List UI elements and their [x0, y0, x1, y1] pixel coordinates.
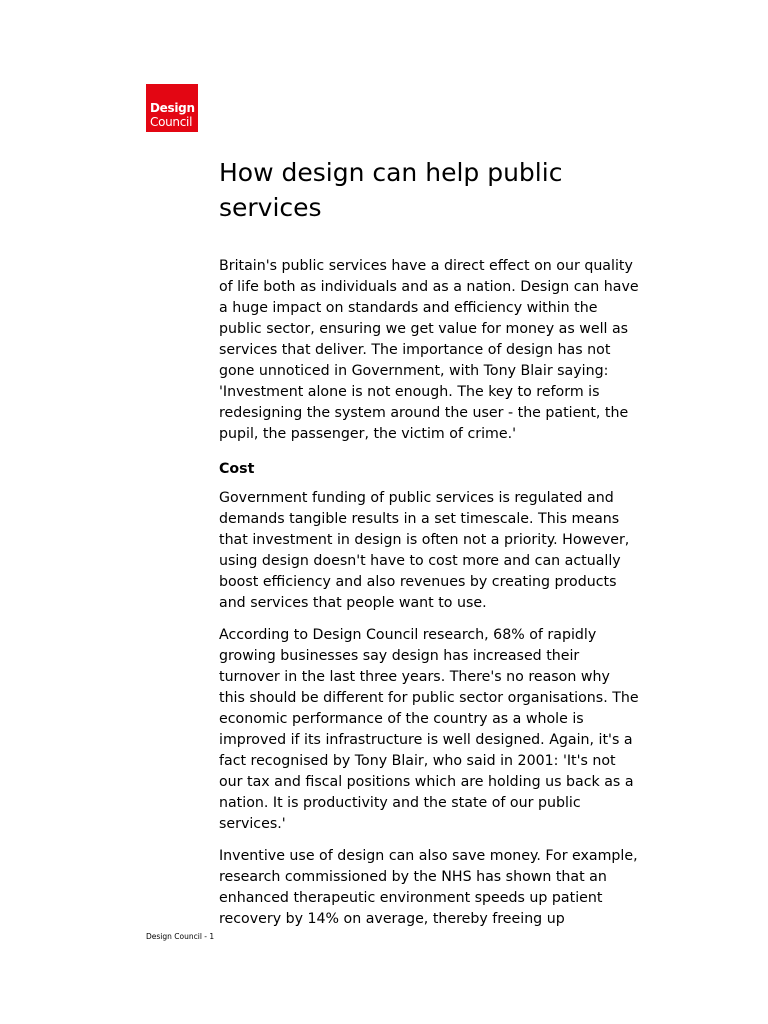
body-paragraph: According to Design Council research, 68% of rapidly growing businesses say design has increased their turnover in the last three years. There's no reason why this should be different for public sector organisations. The economic performance of the country as a whole is improved if its infrastructure is well designed. Again, it's a fact recognised by Tony Blair, who said in 2001: 'It's not our tax and fiscal positions which are holding us back as a nation. It is productivity and the state of our public services.'	[219, 627, 639, 832]
design-council-logo	[146, 84, 198, 132]
intro-paragraph: Britain's public services have a direct effect on our quality of life both as individuals and as a nation. Design can have a huge impact on standards and efficiency within the public sector, ensuring we get value for money as well as services that deliver. The importance of design has not gone unnoticed in Government, with Tony Blair saying: 'Investment alone is not enough. The key to reform is redesigning the system around the user - the patient, the pupil, the passenger, the victim of crime.'	[219, 258, 639, 442]
logo-text-line2: Council	[150, 115, 193, 129]
page-footer: Design Council - 1	[146, 932, 215, 941]
document-title: How design can help public services	[219, 158, 563, 222]
logo-text-line1: Design	[150, 101, 195, 115]
document-body	[219, 256, 639, 930]
section-heading-cost: Cost	[219, 461, 255, 477]
body-paragraph: Government funding of public services is regulated and demands tangible results in a set timescale. This means that investment in design is often not a priority. However, using design doesn't have to cost more and can actually boost efficiency and also revenues by creating products and services that people want to use.	[219, 490, 630, 611]
body-paragraph: Inventive use of design can also save money. For example, research commissioned by the NHS has shown that an enhanced therapeutic environment speeds up patient recovery by 14% on average, thereby freeing up	[219, 848, 638, 927]
